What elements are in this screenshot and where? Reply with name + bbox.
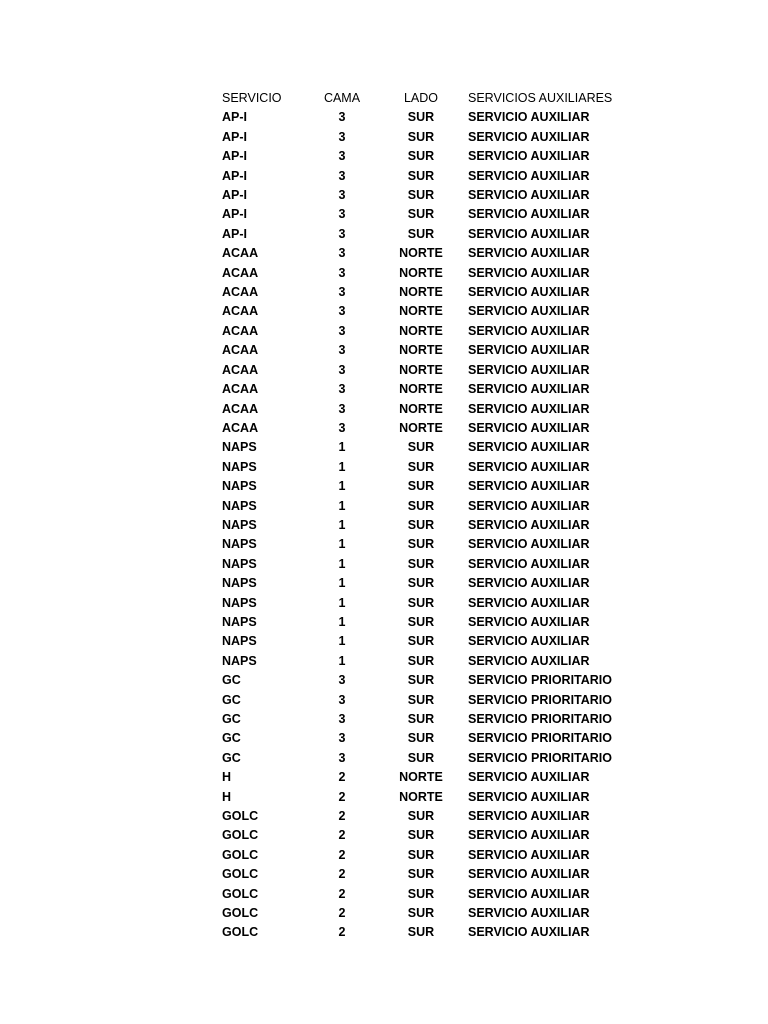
cell-cama: 1 bbox=[338, 614, 346, 629]
cell-cama: 3 bbox=[338, 343, 346, 358]
cell-servicio: NAPS bbox=[222, 634, 257, 649]
cell-lado: SUR bbox=[407, 634, 435, 649]
cell-servicio: GOLC bbox=[222, 886, 259, 901]
cell-servicio-auxiliar: SERVICIO AUXILIAR bbox=[468, 207, 590, 222]
table-row bbox=[222, 438, 612, 457]
cell-cama: 3 bbox=[338, 673, 346, 688]
cell-servicio: ACAA bbox=[222, 343, 259, 358]
cell-servicio: NAPS bbox=[222, 556, 257, 571]
cell-servicio: NAPS bbox=[222, 459, 257, 474]
cell-servicio: AP-I bbox=[222, 110, 247, 125]
cell-lado: SUR bbox=[407, 226, 435, 241]
cell-servicio: AP-I bbox=[222, 188, 247, 203]
cell-servicio-auxiliar: SERVICIO AUXILIAR bbox=[468, 149, 590, 164]
table-row bbox=[222, 341, 612, 360]
cell-servicio: GOLC bbox=[222, 847, 259, 862]
cell-servicio-auxiliar: SERVICIO AUXILIAR bbox=[468, 498, 590, 513]
cell-cama: 2 bbox=[338, 867, 346, 882]
header-servicios-auxiliares: SERVICIOS AUXILIARES bbox=[468, 91, 613, 105]
cell-servicio-auxiliar: SERVICIO AUXILIAR bbox=[468, 129, 590, 144]
cell-servicio-auxiliar: SERVICIO AUXILIAR bbox=[468, 382, 590, 397]
cell-servicio-auxiliar: SERVICIO AUXILIAR bbox=[468, 459, 590, 474]
table-row bbox=[222, 458, 612, 477]
cell-servicio: ACAA bbox=[222, 246, 259, 261]
table-row bbox=[222, 535, 612, 554]
cell-cama: 3 bbox=[338, 750, 346, 765]
cell-servicio: GOLC bbox=[222, 809, 259, 824]
cell-lado: SUR bbox=[407, 517, 435, 532]
cell-servicio: GC bbox=[222, 750, 241, 765]
cell-servicio: AP-I bbox=[222, 168, 247, 183]
cell-cama: 3 bbox=[338, 207, 346, 222]
cell-servicio-auxiliar: SERVICIO AUXILIAR bbox=[468, 362, 590, 377]
cell-servicio: NAPS bbox=[222, 440, 257, 455]
cell-servicio: AP-I bbox=[222, 149, 247, 164]
table-row bbox=[222, 594, 612, 613]
cell-cama: 3 bbox=[338, 285, 346, 300]
cell-servicio: NAPS bbox=[222, 614, 257, 629]
cell-lado: SUR bbox=[407, 828, 435, 843]
cell-lado: NORTE bbox=[399, 401, 443, 416]
header-lado: LADO bbox=[403, 91, 439, 105]
cell-servicio: ACAA bbox=[222, 265, 259, 280]
cell-servicio-auxiliar: SERVICIO AUXILIAR bbox=[468, 925, 590, 940]
cell-servicio-auxiliar: SERVICIO AUXILIAR bbox=[468, 867, 590, 882]
table-row bbox=[222, 807, 612, 826]
cell-servicio-auxiliar: SERVICIO AUXILIAR bbox=[468, 479, 590, 494]
cell-servicio: NAPS bbox=[222, 595, 257, 610]
cell-lado: NORTE bbox=[399, 362, 443, 377]
cell-servicio: H bbox=[222, 789, 232, 804]
cell-servicio: AP-I bbox=[222, 226, 247, 241]
cell-cama: 3 bbox=[338, 712, 346, 726]
cell-servicio: AP-I bbox=[222, 129, 247, 144]
cell-servicio: GC bbox=[222, 692, 241, 707]
cell-servicio-auxiliar: SERVICIO AUXILIAR bbox=[468, 110, 590, 125]
table-row bbox=[222, 826, 612, 845]
cell-lado: SUR bbox=[407, 653, 435, 668]
table-row bbox=[222, 652, 612, 671]
cell-lado: SUR bbox=[407, 207, 435, 222]
cell-servicio-auxiliar: SERVICIO AUXILIAR bbox=[468, 285, 590, 300]
cell-cama: 1 bbox=[338, 459, 346, 474]
cell-servicio: NAPS bbox=[222, 517, 257, 532]
cell-servicio: ACAA bbox=[222, 323, 259, 338]
table-row bbox=[222, 632, 612, 651]
cell-servicio-auxiliar: SERVICIO AUXILIAR bbox=[468, 420, 590, 435]
table-row bbox=[222, 477, 612, 496]
cell-servicio: ACAA bbox=[222, 401, 259, 416]
cell-lado: SUR bbox=[407, 537, 435, 552]
cell-lado: SUR bbox=[407, 925, 435, 940]
cell-cama: 3 bbox=[338, 246, 346, 261]
cell-servicio: NAPS bbox=[222, 537, 257, 552]
table-row bbox=[222, 167, 612, 186]
cell-servicio: NAPS bbox=[222, 653, 257, 668]
cell-servicio-auxiliar: SERVICIO AUXILIAR bbox=[468, 634, 590, 649]
cell-servicio: GOLC bbox=[222, 925, 259, 940]
cell-lado: NORTE bbox=[399, 420, 443, 435]
header-row bbox=[222, 89, 612, 108]
table-row bbox=[222, 283, 612, 302]
cell-servicio-auxiliar: SERVICIO PRIORITARIO bbox=[468, 750, 613, 765]
cell-lado: SUR bbox=[407, 188, 435, 203]
table-row bbox=[222, 768, 612, 787]
cell-servicio-auxiliar: SERVICIO AUXILIAR bbox=[468, 304, 590, 319]
cell-lado: SUR bbox=[407, 906, 435, 921]
cell-servicio-auxiliar: SERVICIO AUXILIAR bbox=[468, 770, 590, 785]
cell-servicio: ACAA bbox=[222, 304, 259, 319]
cell-servicio-auxiliar: SERVICIO AUXILIAR bbox=[468, 323, 590, 338]
cell-servicio-auxiliar: SERVICIO AUXILIAR bbox=[468, 789, 590, 804]
cell-cama: 2 bbox=[338, 809, 346, 824]
cell-lado: SUR bbox=[407, 692, 435, 707]
table-row bbox=[222, 380, 612, 399]
cell-servicio-auxiliar: SERVICIO PRIORITARIO bbox=[468, 712, 613, 726]
table-row bbox=[222, 225, 612, 244]
cell-cama: 3 bbox=[338, 382, 346, 397]
cell-servicio-auxiliar: SERVICIO AUXILIAR bbox=[468, 168, 590, 183]
cell-cama: 3 bbox=[338, 362, 346, 377]
table-row bbox=[222, 400, 612, 419]
cell-cama: 3 bbox=[338, 149, 346, 164]
cell-servicio-auxiliar: SERVICIO AUXILIAR bbox=[468, 440, 590, 455]
cell-lado: SUR bbox=[407, 576, 435, 591]
table-row bbox=[222, 186, 612, 205]
cell-cama: 1 bbox=[338, 595, 346, 610]
cell-servicio: GOLC bbox=[222, 867, 259, 882]
cell-lado: NORTE bbox=[399, 246, 443, 261]
table-row bbox=[222, 497, 612, 516]
cell-servicio-auxiliar: SERVICIO AUXILIAR bbox=[468, 537, 590, 552]
table-row bbox=[222, 516, 612, 535]
cell-cama: 3 bbox=[338, 304, 346, 319]
header-servicio: SERVICIO bbox=[222, 91, 282, 105]
table-row bbox=[222, 923, 612, 942]
cell-servicio-auxiliar: SERVICIO AUXILIAR bbox=[468, 265, 590, 280]
cell-servicio-auxiliar: SERVICIO AUXILIAR bbox=[468, 847, 590, 862]
header-cama: CAMA bbox=[323, 91, 361, 105]
cell-servicio-auxiliar: SERVICIO AUXILIAR bbox=[468, 906, 590, 921]
cell-cama: 3 bbox=[338, 129, 346, 144]
cell-lado: SUR bbox=[407, 110, 435, 125]
table-row bbox=[222, 788, 612, 807]
cell-lado: SUR bbox=[407, 673, 435, 688]
cell-servicio-auxiliar: SERVICIO AUXILIAR bbox=[468, 246, 590, 261]
table-row bbox=[222, 885, 612, 904]
cell-lado: NORTE bbox=[399, 265, 443, 280]
cell-cama: 1 bbox=[338, 517, 346, 532]
cell-cama: 1 bbox=[338, 653, 346, 668]
cell-servicio: GC bbox=[222, 731, 241, 746]
cell-lado: NORTE bbox=[399, 343, 443, 358]
cell-lado: SUR bbox=[407, 595, 435, 610]
cell-lado: SUR bbox=[407, 129, 435, 144]
cell-cama: 2 bbox=[338, 828, 346, 843]
cell-lado: NORTE bbox=[399, 285, 443, 300]
cell-lado: NORTE bbox=[399, 323, 443, 338]
cell-lado: NORTE bbox=[399, 770, 443, 785]
cell-servicio-auxiliar: SERVICIO AUXILIAR bbox=[468, 401, 590, 416]
cell-lado: SUR bbox=[407, 750, 435, 765]
cell-lado: SUR bbox=[407, 556, 435, 571]
cell-servicio-auxiliar: SERVICIO AUXILIAR bbox=[468, 614, 590, 629]
cell-servicio-auxiliar: SERVICIO AUXILIAR bbox=[468, 343, 590, 358]
cell-servicio: NAPS bbox=[222, 576, 257, 591]
cell-servicio: H bbox=[222, 770, 232, 785]
cell-cama: 2 bbox=[338, 925, 346, 940]
table-row bbox=[222, 147, 612, 166]
table-row bbox=[222, 361, 612, 380]
cell-lado: SUR bbox=[407, 459, 435, 474]
cell-cama: 1 bbox=[338, 498, 346, 513]
cell-cama: 3 bbox=[338, 188, 346, 203]
cell-servicio: ACAA bbox=[222, 285, 259, 300]
cell-lado: SUR bbox=[407, 809, 435, 824]
cell-cama: 3 bbox=[338, 401, 346, 416]
cell-lado: NORTE bbox=[399, 382, 443, 397]
data-table bbox=[222, 89, 612, 943]
table-row bbox=[222, 729, 612, 748]
cell-servicio-auxiliar: SERVICIO AUXILIAR bbox=[468, 886, 590, 901]
table-row bbox=[222, 264, 612, 283]
table-row bbox=[222, 205, 612, 224]
cell-lado: SUR bbox=[407, 886, 435, 901]
cell-cama: 2 bbox=[338, 789, 346, 804]
cell-servicio: ACAA bbox=[222, 362, 259, 377]
cell-cama: 1 bbox=[338, 576, 346, 591]
table-row bbox=[222, 671, 612, 690]
table-row bbox=[222, 302, 612, 321]
cell-lado: NORTE bbox=[399, 304, 443, 319]
cell-servicio: GOLC bbox=[222, 828, 259, 843]
cell-servicio: NAPS bbox=[222, 479, 257, 494]
cell-servicio-auxiliar: SERVICIO AUXILIAR bbox=[468, 188, 590, 203]
cell-lado: SUR bbox=[407, 479, 435, 494]
cell-cama: 1 bbox=[338, 440, 346, 455]
cell-cama: 2 bbox=[338, 847, 346, 862]
cell-servicio-auxiliar: SERVICIO PRIORITARIO bbox=[468, 692, 613, 707]
cell-cama: 3 bbox=[338, 110, 346, 125]
cell-cama: 3 bbox=[338, 692, 346, 707]
cell-lado: SUR bbox=[407, 867, 435, 882]
cell-servicio-auxiliar: SERVICIO AUXILIAR bbox=[468, 653, 590, 668]
table-row bbox=[222, 108, 612, 127]
cell-servicio: GOLC bbox=[222, 906, 259, 921]
cell-servicio: GC bbox=[222, 673, 241, 688]
cell-lado: SUR bbox=[407, 149, 435, 164]
table-row bbox=[222, 613, 612, 632]
cell-servicio: GC bbox=[222, 712, 241, 726]
cell-servicio-auxiliar: SERVICIO AUXILIAR bbox=[468, 595, 590, 610]
cell-cama: 3 bbox=[338, 226, 346, 241]
cell-servicio-auxiliar: SERVICIO AUXILIAR bbox=[468, 809, 590, 824]
table-row bbox=[222, 419, 612, 438]
cell-cama: 2 bbox=[338, 770, 346, 785]
cell-cama: 1 bbox=[338, 556, 346, 571]
table-row bbox=[222, 322, 612, 341]
cell-servicio: ACAA bbox=[222, 420, 259, 435]
cell-cama: 2 bbox=[338, 906, 346, 921]
cell-lado: SUR bbox=[407, 847, 435, 862]
cell-servicio-auxiliar: SERVICIO AUXILIAR bbox=[468, 556, 590, 571]
cell-lado: SUR bbox=[407, 712, 435, 726]
table-row bbox=[222, 691, 612, 710]
cell-servicio: NAPS bbox=[222, 498, 257, 513]
table-row bbox=[222, 128, 612, 147]
cell-cama: 3 bbox=[338, 731, 346, 746]
cell-servicio: ACAA bbox=[222, 382, 259, 397]
cell-lado: SUR bbox=[407, 731, 435, 746]
cell-lado: SUR bbox=[407, 168, 435, 183]
cell-cama: 3 bbox=[338, 323, 346, 338]
cell-servicio-auxiliar: SERVICIO PRIORITARIO bbox=[468, 731, 613, 746]
table-row bbox=[222, 865, 612, 884]
table-row bbox=[222, 749, 612, 768]
cell-servicio-auxiliar: SERVICIO AUXILIAR bbox=[468, 517, 590, 532]
cell-cama: 1 bbox=[338, 634, 346, 649]
cell-lado: SUR bbox=[407, 498, 435, 513]
cell-cama: 3 bbox=[338, 168, 346, 183]
table-header bbox=[222, 89, 612, 108]
cell-cama: 1 bbox=[338, 537, 346, 552]
cell-lado: SUR bbox=[407, 614, 435, 629]
cell-servicio: AP-I bbox=[222, 207, 247, 222]
table-row bbox=[222, 574, 612, 593]
cell-servicio-auxiliar: SERVICIO AUXILIAR bbox=[468, 226, 590, 241]
table-body bbox=[222, 108, 612, 942]
table-row bbox=[222, 904, 612, 923]
table-row bbox=[222, 710, 612, 729]
table-row bbox=[222, 244, 612, 263]
table-row bbox=[222, 555, 612, 574]
cell-cama: 1 bbox=[338, 479, 346, 494]
cell-lado: SUR bbox=[407, 440, 435, 455]
cell-cama: 2 bbox=[338, 886, 346, 901]
cell-lado: NORTE bbox=[399, 789, 443, 804]
cell-cama: 3 bbox=[338, 420, 346, 435]
cell-servicio-auxiliar: SERVICIO AUXILIAR bbox=[468, 576, 590, 591]
cell-cama: 3 bbox=[338, 265, 346, 280]
cell-servicio-auxiliar: SERVICIO AUXILIAR bbox=[468, 828, 590, 843]
cell-servicio-auxiliar: SERVICIO PRIORITARIO bbox=[468, 673, 613, 688]
table-row bbox=[222, 846, 612, 865]
